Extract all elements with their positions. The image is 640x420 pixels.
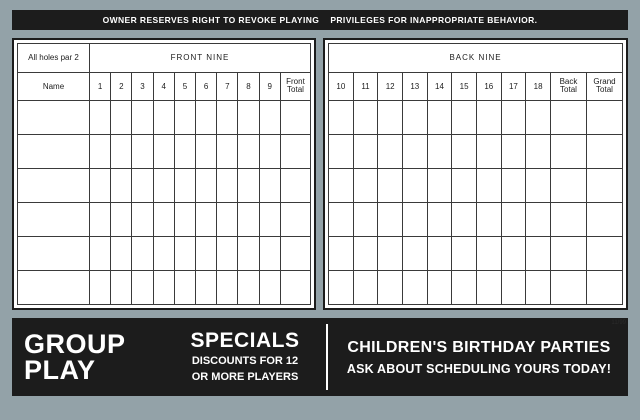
- promo-divider: [326, 324, 328, 390]
- hole-header-8: 8: [238, 72, 259, 101]
- score-cell[interactable]: [476, 168, 501, 202]
- par-label: All holes par 2: [18, 44, 90, 73]
- score-cell[interactable]: [402, 168, 427, 202]
- back-total-cell[interactable]: [550, 202, 586, 236]
- grand-total-header: [586, 72, 622, 101]
- score-cell[interactable]: [329, 202, 354, 236]
- score-cell[interactable]: [402, 270, 427, 304]
- table-row[interactable]: [329, 270, 623, 304]
- score-cell[interactable]: [132, 236, 153, 270]
- hole-header-7: 7: [217, 72, 238, 101]
- score-cell[interactable]: [378, 134, 403, 168]
- score-cell[interactable]: [526, 202, 551, 236]
- front-total-cell[interactable]: [280, 270, 310, 304]
- hole-header-3: 3: [132, 72, 153, 101]
- score-cell[interactable]: [427, 101, 452, 135]
- print-code: 11/99: [611, 320, 626, 326]
- hole-header-5: 5: [174, 72, 195, 101]
- specials-line2: OR MORE PLAYERS: [191, 371, 299, 384]
- hole-header-6: 6: [196, 72, 217, 101]
- birthday-line2: ASK ABOUT SCHEDULING YOURS TODAY!: [346, 361, 612, 376]
- score-cell[interactable]: [90, 134, 111, 168]
- hole-header-9: 9: [259, 72, 280, 101]
- score-cell[interactable]: [526, 236, 551, 270]
- back-header-row: [329, 44, 623, 73]
- table-row[interactable]: [18, 236, 311, 270]
- score-cell[interactable]: [153, 101, 174, 135]
- score-cell[interactable]: [452, 101, 477, 135]
- score-cell[interactable]: [111, 202, 132, 236]
- score-cell[interactable]: [402, 202, 427, 236]
- score-cell[interactable]: [153, 202, 174, 236]
- grand-total-line1: Grand: [593, 76, 616, 86]
- score-cell[interactable]: [452, 134, 477, 168]
- back-nine-table: [328, 43, 623, 305]
- score-cell[interactable]: [259, 202, 280, 236]
- front-nine-title: FRONT NINE: [90, 44, 311, 73]
- back-total-line2: Total: [560, 85, 577, 95]
- specials-block: [166, 322, 324, 392]
- back-total-cell[interactable]: [550, 236, 586, 270]
- score-cell[interactable]: [238, 202, 259, 236]
- score-cell[interactable]: [329, 270, 354, 304]
- score-cell[interactable]: [501, 134, 526, 168]
- score-cell[interactable]: [196, 101, 217, 135]
- score-cell[interactable]: [174, 270, 195, 304]
- score-cell[interactable]: [174, 202, 195, 236]
- score-cell[interactable]: [90, 202, 111, 236]
- score-cell[interactable]: [174, 168, 195, 202]
- score-cell[interactable]: [501, 236, 526, 270]
- hole-header-12: 12: [378, 72, 403, 101]
- hole-header-17: 17: [501, 72, 526, 101]
- score-cell[interactable]: [111, 236, 132, 270]
- grand-total-cell[interactable]: [586, 134, 622, 168]
- score-cell[interactable]: [259, 168, 280, 202]
- group-play-block: [18, 322, 166, 392]
- score-cell[interactable]: [353, 270, 378, 304]
- hole-header-4: 4: [153, 72, 174, 101]
- player-name-cell[interactable]: [18, 168, 90, 202]
- hole-header-1: 1: [90, 72, 111, 101]
- hole-header-10: 10: [329, 72, 354, 101]
- score-cell[interactable]: [90, 270, 111, 304]
- score-cell[interactable]: [353, 236, 378, 270]
- score-cell[interactable]: [378, 236, 403, 270]
- score-cell[interactable]: [132, 134, 153, 168]
- score-cell[interactable]: [111, 134, 132, 168]
- score-cell[interactable]: [174, 134, 195, 168]
- score-cell[interactable]: [217, 270, 238, 304]
- score-cell[interactable]: [402, 101, 427, 135]
- back-nine-title: BACK NINE: [329, 44, 623, 73]
- score-cell[interactable]: [259, 270, 280, 304]
- table-row[interactable]: [329, 236, 623, 270]
- score-cell[interactable]: [353, 168, 378, 202]
- front-total-header: [280, 72, 310, 101]
- policy-banner: [12, 10, 628, 30]
- front-total-cell[interactable]: [280, 202, 310, 236]
- grand-total-cell[interactable]: [586, 168, 622, 202]
- grand-total-cell[interactable]: [586, 202, 622, 236]
- score-cell[interactable]: [378, 168, 403, 202]
- scorecard-sheets: [12, 38, 628, 310]
- hole-header-14: 14: [427, 72, 452, 101]
- grand-total-cell[interactable]: [586, 236, 622, 270]
- back-total-cell[interactable]: [550, 270, 586, 304]
- score-cell[interactable]: [217, 168, 238, 202]
- specials-title: SPECIALS: [190, 329, 300, 353]
- score-cell[interactable]: [90, 236, 111, 270]
- score-cell[interactable]: [132, 101, 153, 135]
- hole-header-2: 2: [111, 72, 132, 101]
- score-cell[interactable]: [452, 236, 477, 270]
- score-cell[interactable]: [452, 168, 477, 202]
- score-cell[interactable]: [196, 168, 217, 202]
- player-name-cell[interactable]: [18, 236, 90, 270]
- score-cell[interactable]: [452, 202, 477, 236]
- score-cell[interactable]: [476, 202, 501, 236]
- back-total-header: [550, 72, 586, 101]
- front-total-cell[interactable]: [280, 236, 310, 270]
- score-cell[interactable]: [238, 236, 259, 270]
- grand-total-cell[interactable]: [586, 270, 622, 304]
- score-cell[interactable]: [90, 168, 111, 202]
- back-nine-sheet: [323, 38, 628, 310]
- table-row[interactable]: [18, 168, 311, 202]
- score-cell[interactable]: [90, 101, 111, 135]
- score-cell[interactable]: [353, 134, 378, 168]
- score-cell[interactable]: [501, 270, 526, 304]
- score-cell[interactable]: [526, 134, 551, 168]
- score-cell[interactable]: [329, 236, 354, 270]
- player-name-cell[interactable]: [18, 202, 90, 236]
- score-cell[interactable]: [238, 270, 259, 304]
- group-play-line1: GROUP: [24, 328, 126, 359]
- player-name-cell[interactable]: [18, 101, 90, 135]
- table-row[interactable]: [329, 168, 623, 202]
- score-cell[interactable]: [526, 101, 551, 135]
- front-hole-number-row: [18, 72, 311, 101]
- score-cell[interactable]: [217, 134, 238, 168]
- score-cell[interactable]: [111, 101, 132, 135]
- front-total-cell[interactable]: [280, 168, 310, 202]
- score-cell[interactable]: [501, 168, 526, 202]
- score-cell[interactable]: [238, 134, 259, 168]
- score-cell[interactable]: [378, 270, 403, 304]
- hole-header-13: 13: [402, 72, 427, 101]
- score-cell[interactable]: [476, 270, 501, 304]
- group-play-line2: PLAY: [24, 355, 96, 385]
- score-cell[interactable]: [174, 101, 195, 135]
- hole-header-15: 15: [452, 72, 477, 101]
- table-row[interactable]: [18, 134, 311, 168]
- score-cell[interactable]: [427, 236, 452, 270]
- score-cell[interactable]: [132, 270, 153, 304]
- promo-banner: [12, 318, 628, 396]
- back-total-line1: Back: [559, 76, 578, 86]
- back-hole-number-row: [329, 72, 623, 101]
- player-name-cell[interactable]: [18, 270, 90, 304]
- table-row[interactable]: [18, 270, 311, 304]
- score-cell[interactable]: [378, 202, 403, 236]
- table-row[interactable]: [329, 202, 623, 236]
- score-cell[interactable]: [217, 202, 238, 236]
- name-label: Name: [18, 72, 90, 101]
- score-cell[interactable]: [153, 236, 174, 270]
- hole-header-16: 16: [476, 72, 501, 101]
- table-row[interactable]: [18, 202, 311, 236]
- front-total-line1: Front: [286, 76, 305, 86]
- table-row[interactable]: [329, 134, 623, 168]
- score-cell[interactable]: [353, 101, 378, 135]
- score-cell[interactable]: [452, 270, 477, 304]
- score-cell[interactable]: [329, 101, 354, 135]
- front-total-cell[interactable]: [280, 134, 310, 168]
- score-cell[interactable]: [196, 236, 217, 270]
- table-row[interactable]: [329, 101, 623, 135]
- score-cell[interactable]: [476, 101, 501, 135]
- score-cell[interactable]: [476, 134, 501, 168]
- grand-total-line2: Total: [596, 85, 613, 95]
- score-cell[interactable]: [378, 101, 403, 135]
- score-cell[interactable]: [501, 202, 526, 236]
- score-cell[interactable]: [196, 202, 217, 236]
- score-cell[interactable]: [153, 168, 174, 202]
- score-cell[interactable]: [153, 270, 174, 304]
- score-cell[interactable]: [111, 168, 132, 202]
- score-cell[interactable]: [132, 202, 153, 236]
- score-cell[interactable]: [111, 270, 132, 304]
- score-cell[interactable]: [153, 134, 174, 168]
- score-cell[interactable]: [526, 168, 551, 202]
- score-cell[interactable]: [353, 202, 378, 236]
- birthday-line1: CHILDREN'S BIRTHDAY PARTIES: [347, 338, 611, 356]
- score-cell[interactable]: [427, 134, 452, 168]
- front-header-row: [18, 44, 311, 73]
- score-cell[interactable]: [476, 236, 501, 270]
- score-cell[interactable]: [329, 168, 354, 202]
- birthday-block: [336, 322, 622, 392]
- back-total-cell[interactable]: [550, 101, 586, 135]
- front-nine-table: [17, 43, 311, 305]
- score-cell[interactable]: [402, 134, 427, 168]
- score-cell[interactable]: [132, 168, 153, 202]
- score-cell[interactable]: [217, 101, 238, 135]
- policy-banner-text: OWNER RESERVES RIGHT TO REVOKE PLAYING PRIVILEGES FOR INAPPROPRIATE BEHAVIOR.: [102, 15, 538, 25]
- score-cell[interactable]: [501, 101, 526, 135]
- player-name-cell[interactable]: [18, 134, 90, 168]
- table-row[interactable]: [18, 101, 311, 135]
- hole-header-18: 18: [526, 72, 551, 101]
- score-cell[interactable]: [196, 134, 217, 168]
- back-total-cell[interactable]: [550, 134, 586, 168]
- score-cell[interactable]: [526, 270, 551, 304]
- score-cell[interactable]: [427, 202, 452, 236]
- score-cell[interactable]: [427, 270, 452, 304]
- score-cell[interactable]: [238, 168, 259, 202]
- score-cell[interactable]: [217, 236, 238, 270]
- front-total-cell[interactable]: [280, 101, 310, 135]
- score-cell[interactable]: [259, 236, 280, 270]
- score-cell[interactable]: [259, 101, 280, 135]
- score-cell[interactable]: [196, 270, 217, 304]
- specials-line1: DISCOUNTS FOR 12: [191, 355, 299, 368]
- score-cell[interactable]: [174, 236, 195, 270]
- front-total-line2: Total: [287, 85, 304, 95]
- back-total-cell[interactable]: [550, 168, 586, 202]
- score-cell[interactable]: [238, 101, 259, 135]
- score-cell[interactable]: [427, 168, 452, 202]
- grand-total-cell[interactable]: [586, 101, 622, 135]
- score-cell[interactable]: [329, 134, 354, 168]
- score-cell[interactable]: [259, 134, 280, 168]
- score-cell[interactable]: [402, 236, 427, 270]
- front-nine-sheet: [12, 38, 316, 310]
- hole-header-11: 11: [353, 72, 378, 101]
